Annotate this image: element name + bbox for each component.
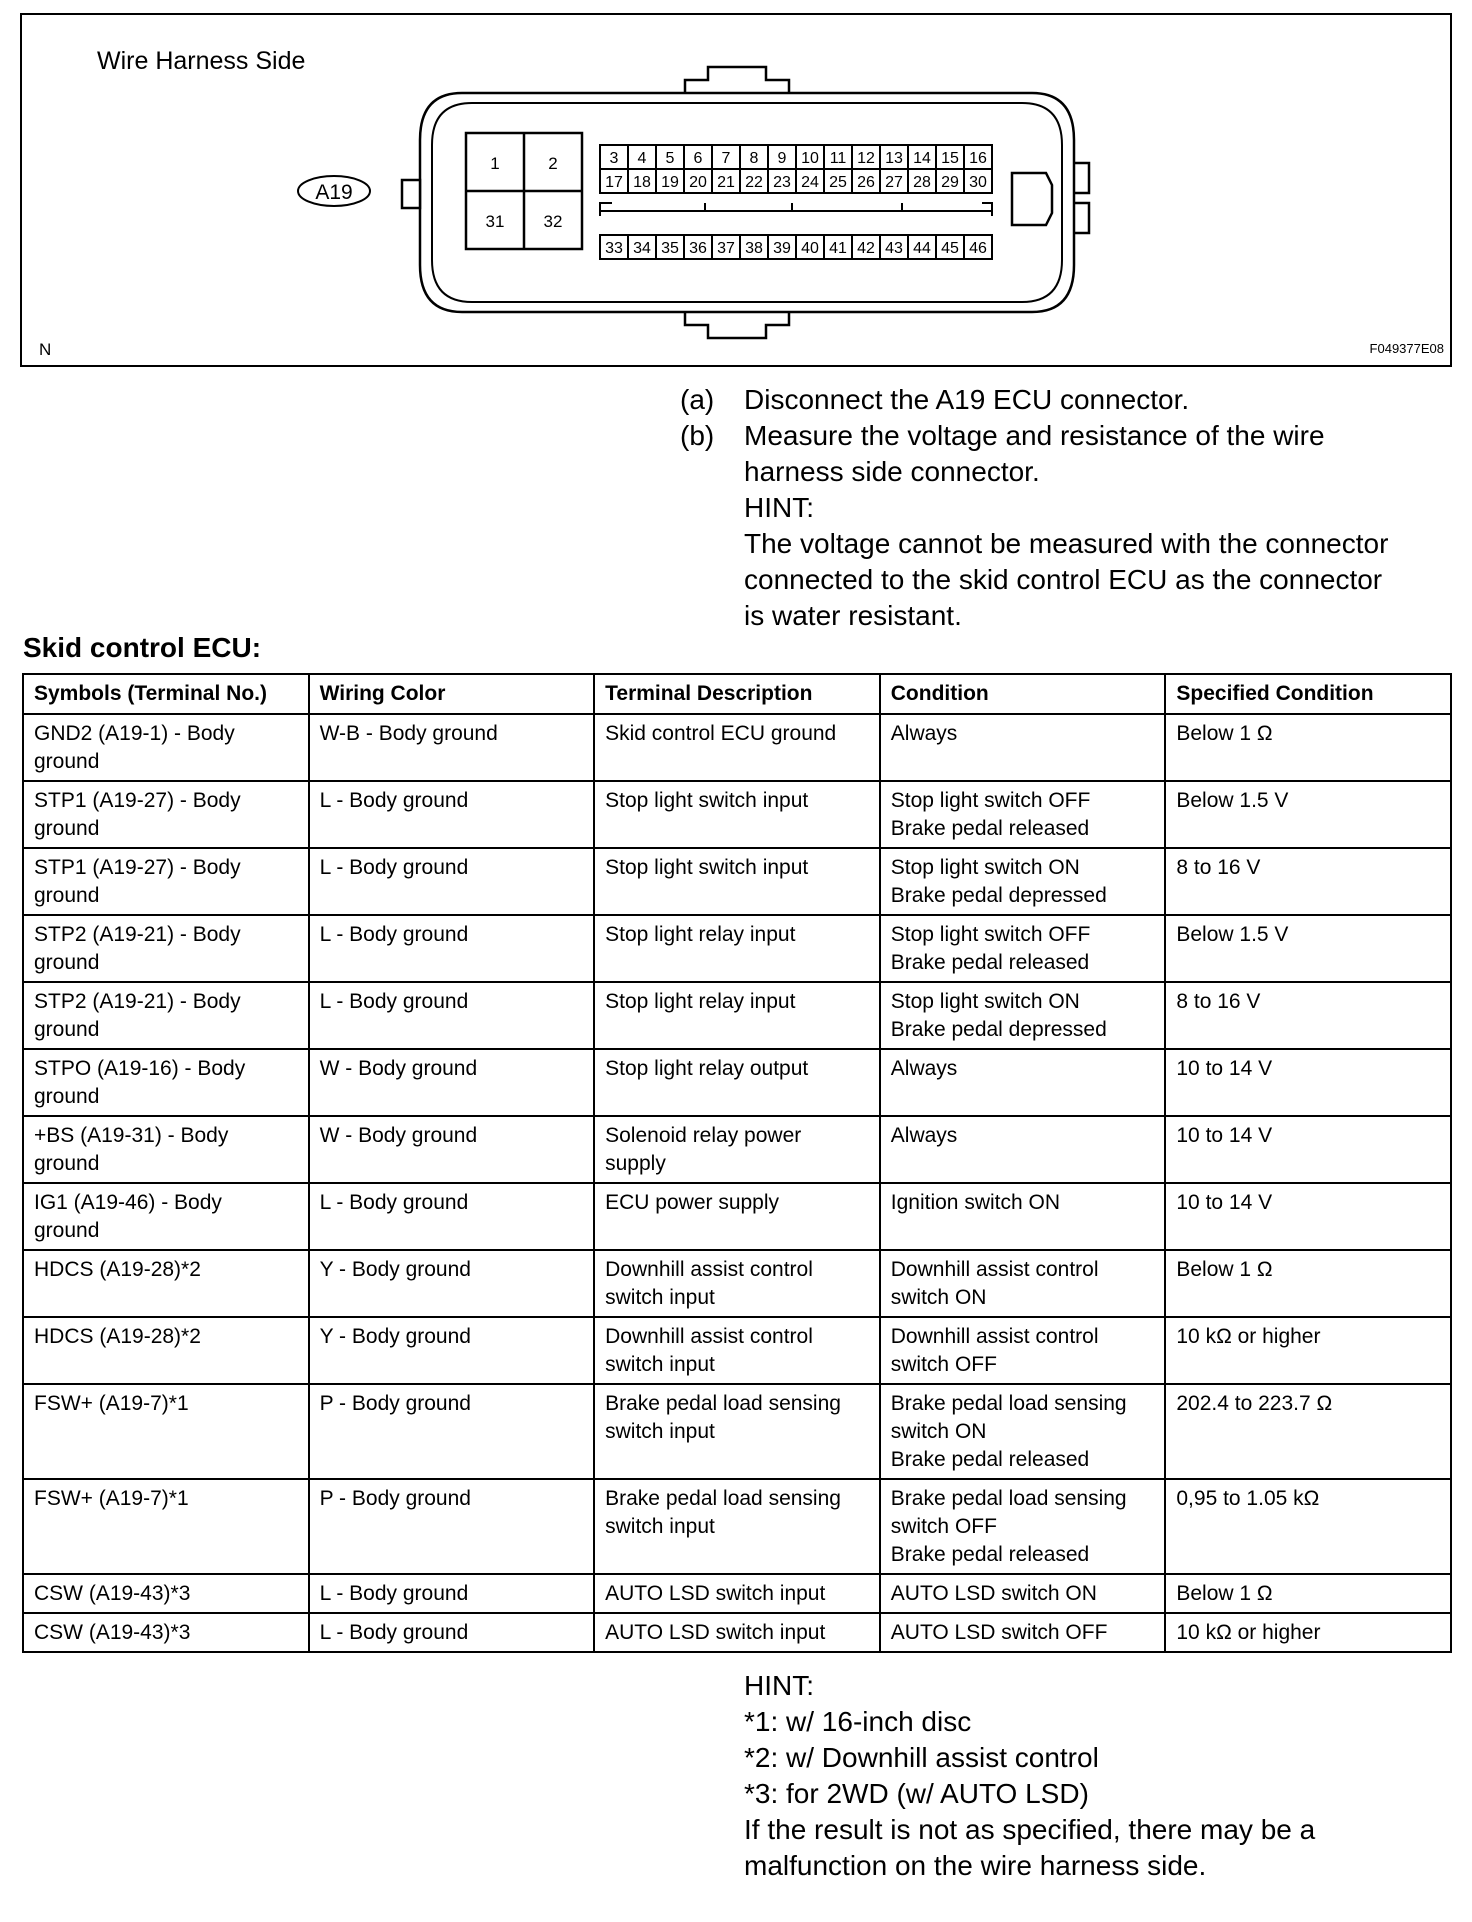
cell-terminal-description-line: Stop light relay input [605, 923, 796, 946]
pin-number: 26 [857, 174, 875, 191]
cell-terminal-description [594, 982, 880, 1049]
pin-number: 11 [829, 150, 847, 167]
table-row [23, 1049, 1451, 1116]
step-b-line: is water resistant. [744, 600, 962, 631]
cell-wiring-color: L - Body ground [309, 1613, 595, 1652]
hint-line: *2: w/ Downhill assist control [744, 1742, 1099, 1773]
cell-condition-line: Brake pedal depressed [890, 884, 1107, 907]
cell-condition [880, 781, 1166, 848]
table-row [23, 1479, 1451, 1574]
table-row [23, 1317, 1451, 1384]
table-row [23, 915, 1451, 982]
hint-line: *3: for 2WD (w/ AUTO LSD) [744, 1778, 1089, 1809]
cell-condition [880, 1317, 1166, 1384]
cell-condition-line: AUTO LSD switch ON [890, 1582, 1097, 1605]
pin-number: 21 [717, 174, 735, 191]
cell-condition [880, 1250, 1166, 1317]
pin-number: 12 [857, 150, 875, 167]
header-specified-condition: Specified Condition [1165, 674, 1451, 714]
step-b-line: The voltage cannot be measured with the connector [744, 528, 1389, 559]
cell-symbol-line: STP2 (A19-21) - Body [34, 923, 241, 946]
pin-number: 36 [689, 240, 707, 257]
cell-terminal-description-line: switch input [605, 1286, 715, 1309]
cell-symbol [23, 1250, 309, 1317]
table-row [23, 1574, 1451, 1613]
cell-condition-line: switch ON [890, 1420, 987, 1443]
cell-symbol-line: STP2 (A19-21) - Body [34, 990, 241, 1013]
cell-condition [880, 848, 1166, 915]
bottom-latch [685, 312, 789, 338]
cell-condition [880, 714, 1166, 781]
cell-wiring-color: P - Body ground [309, 1479, 595, 1574]
cell-terminal-description-line: AUTO LSD switch input [605, 1582, 826, 1605]
cell-terminal-description-line: AUTO LSD switch input [605, 1621, 826, 1644]
cell-symbol [23, 1613, 309, 1652]
pin-number: 19 [661, 174, 679, 191]
pin-number: 7 [721, 150, 731, 167]
cell-condition [880, 1116, 1166, 1183]
cell-terminal-description-line: Stop light switch input [605, 856, 809, 879]
left-key [402, 180, 420, 208]
pin-number: 45 [941, 240, 959, 257]
cell-terminal-description-line: Downhill assist control [605, 1258, 813, 1281]
cell-terminal-description-line: Solenoid relay power [605, 1124, 802, 1147]
header-condition: Condition [880, 674, 1166, 714]
small-pin-rows [600, 145, 992, 259]
header-symbols: Symbols (Terminal No.) [23, 674, 309, 714]
cell-condition-line: Brake pedal load sensing [890, 1487, 1127, 1510]
cell-symbol-line: GND2 (A19-1) - Body [34, 722, 235, 745]
pin-number: 4 [637, 150, 647, 167]
hint-line: malfunction on the wire harness side. [744, 1850, 1207, 1881]
cell-symbol [23, 1574, 309, 1613]
cell-wiring-color: Y - Body ground [309, 1317, 595, 1384]
cell-specified-condition: Below 1.5 V [1165, 915, 1451, 982]
cell-symbol-line: CSW (A19-43)*3 [34, 1621, 191, 1644]
pin-number: 33 [605, 240, 623, 257]
pin-number: 46 [969, 240, 987, 257]
pin-number: 43 [885, 240, 903, 257]
cell-terminal-description-line: Skid control ECU ground [605, 722, 837, 745]
cell-terminal-description-line: Stop light relay output [605, 1057, 809, 1080]
cell-specified-condition: 10 to 14 V [1165, 1116, 1451, 1183]
cell-condition-line: Downhill assist control [890, 1325, 1099, 1348]
pin-number: 44 [913, 240, 931, 257]
cell-specified-condition: Below 1 Ω [1165, 1250, 1451, 1317]
cell-symbol-line: STP1 (A19-27) - Body [34, 856, 241, 879]
cell-symbol-line: ground [34, 884, 100, 907]
cell-symbol-line: ground [34, 750, 100, 773]
cell-specified-condition: 10 to 14 V [1165, 1049, 1451, 1116]
cell-condition-line: Stop light switch ON [890, 856, 1080, 879]
hint-line: HINT: [744, 1670, 814, 1701]
step-b-label: (b) [680, 420, 715, 451]
cell-specified-condition: 202.4 to 223.7 Ω [1165, 1384, 1451, 1479]
cell-terminal-description [594, 1479, 880, 1574]
cell-wiring-color: P - Body ground [309, 1384, 595, 1479]
cell-wiring-color: L - Body ground [309, 982, 595, 1049]
cell-terminal-description [594, 1574, 880, 1613]
cell-terminal-description-line: switch input [605, 1420, 715, 1443]
cell-condition [880, 1479, 1166, 1574]
cell-symbol-line: ground [34, 1219, 100, 1242]
cell-symbol-line: ground [34, 951, 100, 974]
pin-number: 17 [605, 174, 623, 191]
cell-condition [880, 982, 1166, 1049]
cell-condition-line: Stop light switch ON [890, 990, 1080, 1013]
connector-figure [20, 13, 1452, 367]
cell-terminal-description-line: supply [605, 1152, 666, 1175]
cell-terminal-description-line: Brake pedal load sensing [605, 1487, 841, 1510]
pin-number: 30 [969, 174, 987, 191]
cell-symbol [23, 1317, 309, 1384]
cell-symbol-line: STP1 (A19-27) - Body [34, 789, 241, 812]
cell-symbol-line: STPO (A19-16) - Body [34, 1057, 246, 1080]
cell-symbol [23, 982, 309, 1049]
cell-terminal-description [594, 1250, 880, 1317]
cell-condition [880, 1613, 1166, 1652]
cell-wiring-color: L - Body ground [309, 781, 595, 848]
cell-condition-line: Downhill assist control [890, 1258, 1099, 1281]
cell-symbol-line: FSW+ (A19-7)*1 [34, 1392, 189, 1415]
cell-specified-condition: 0,95 to 1.05 kΩ [1165, 1479, 1451, 1574]
table-row [23, 1613, 1451, 1652]
step-a [680, 382, 1460, 418]
cell-terminal-description [594, 1613, 880, 1652]
pin-number: 23 [773, 174, 791, 191]
pin-number: 28 [913, 174, 931, 191]
pin-number: 10 [801, 150, 819, 167]
pin-number: 13 [885, 150, 903, 167]
hint-line: If the result is not as specified, there may be a [744, 1814, 1316, 1845]
cell-specified-condition: 10 to 14 V [1165, 1183, 1451, 1250]
cell-symbol-line: ground [34, 1018, 100, 1041]
step-a-label: (a) [680, 384, 715, 415]
cell-condition-line: Always [890, 1124, 958, 1147]
cell-condition [880, 1574, 1166, 1613]
cell-terminal-description [594, 1116, 880, 1183]
pin-number: 3 [609, 150, 619, 167]
cell-specified-condition: 8 to 16 V [1165, 848, 1451, 915]
pin-number: 39 [773, 240, 791, 257]
top-latch [685, 67, 789, 93]
cell-wiring-color: W - Body ground [309, 1049, 595, 1116]
pin-number: 34 [633, 240, 651, 257]
pin-number: 8 [749, 150, 759, 167]
cell-wiring-color: Y - Body ground [309, 1250, 595, 1317]
right-key [1012, 173, 1052, 225]
cell-condition-line: Brake pedal load sensing [890, 1392, 1127, 1415]
cell-terminal-description [594, 1317, 880, 1384]
cell-symbol-line: ground [34, 817, 100, 840]
table-row [23, 1116, 1451, 1183]
cell-symbol [23, 1183, 309, 1250]
cell-symbol-line: FSW+ (A19-7)*1 [34, 1487, 189, 1510]
table-row [23, 714, 1451, 781]
pin-number: 9 [777, 150, 787, 167]
cell-terminal-description-line: Stop light switch input [605, 789, 809, 812]
step-a-text: Disconnect the A19 ECU connector. [744, 384, 1190, 415]
pin-number: 15 [941, 150, 959, 167]
cell-terminal-description [594, 1183, 880, 1250]
cell-symbol-line: ground [34, 1085, 100, 1108]
cell-terminal-description [594, 714, 880, 781]
table-body [23, 714, 1451, 1652]
pin-number: 42 [857, 240, 875, 257]
cell-condition-line: switch OFF [890, 1353, 997, 1376]
pin-number: 18 [633, 174, 651, 191]
step-b-line: Measure the voltage and resistance of the wire [744, 420, 1325, 451]
cell-condition-line: Brake pedal depressed [890, 1018, 1107, 1041]
cell-symbol-line: HDCS (A19-28)*2 [34, 1258, 201, 1281]
cell-symbol [23, 1384, 309, 1479]
cell-symbol [23, 714, 309, 781]
cell-symbol-line: ground [34, 1152, 100, 1175]
cell-condition-line: Always [890, 722, 958, 745]
cell-condition-line: Always [890, 1057, 958, 1080]
pin-number: 37 [717, 240, 735, 257]
cell-wiring-color: L - Body ground [309, 1574, 595, 1613]
connector-label: A19 [315, 181, 353, 204]
cell-symbol [23, 915, 309, 982]
cell-wiring-color: W-B - Body ground [309, 714, 595, 781]
table-row [23, 781, 1451, 848]
cell-terminal-description-line: switch input [605, 1353, 715, 1376]
cell-condition-line: switch ON [890, 1286, 987, 1309]
pin-number: 20 [689, 174, 707, 191]
table-row [23, 848, 1451, 915]
cell-wiring-color: L - Body ground [309, 1183, 595, 1250]
pin-number: 5 [665, 150, 675, 167]
figure-code: F049377E08 [1369, 341, 1444, 356]
right-tabs [1074, 163, 1089, 233]
pin-32: 32 [543, 212, 563, 231]
table-row [23, 1183, 1451, 1250]
cell-symbol [23, 781, 309, 848]
cell-terminal-description-line: switch input [605, 1515, 715, 1538]
figure-title: Wire Harness Side [97, 47, 306, 75]
step-b-line: connected to the skid control ECU as the connector [744, 564, 1383, 595]
cell-symbol-line: IG1 (A19-46) - Body [34, 1191, 222, 1214]
cell-condition-line: Brake pedal released [890, 951, 1090, 974]
table-row [23, 1384, 1451, 1479]
cell-specified-condition: Below 1.5 V [1165, 781, 1451, 848]
pin-number: 35 [661, 240, 679, 257]
cell-condition [880, 1049, 1166, 1116]
cell-terminal-description-line: Stop light relay input [605, 990, 796, 1013]
cell-specified-condition: Below 1 Ω [1165, 714, 1451, 781]
pin-number: 27 [885, 174, 903, 191]
cell-condition [880, 915, 1166, 982]
cell-symbol [23, 848, 309, 915]
cell-symbol [23, 1049, 309, 1116]
pin-number: 6 [693, 150, 703, 167]
cell-symbol-line: +BS (A19-31) - Body [34, 1124, 229, 1147]
connector-outer-shell [420, 93, 1074, 312]
pin-number: 16 [969, 150, 987, 167]
header-wiring-color: Wiring Color [309, 674, 595, 714]
cell-symbol-line: HDCS (A19-28)*2 [34, 1325, 201, 1348]
step-b-line: HINT: [744, 492, 814, 523]
step-b-line: harness side connector. [744, 456, 1040, 487]
pin-1: 1 [490, 154, 500, 173]
table-row [23, 1250, 1451, 1317]
pin-key-line [600, 203, 992, 216]
cell-condition [880, 1183, 1166, 1250]
section-title: Skid control ECU: [23, 632, 262, 663]
table-row [23, 982, 1451, 1049]
procedure-steps [680, 382, 1460, 634]
step-b-text [744, 418, 1460, 634]
cell-symbol [23, 1479, 309, 1574]
cell-condition-line: Brake pedal released [890, 1543, 1090, 1566]
cell-condition-line: Ignition switch ON [890, 1191, 1060, 1214]
cell-terminal-description-line: Downhill assist control [605, 1325, 813, 1348]
cell-symbol-line: CSW (A19-43)*3 [34, 1582, 191, 1605]
cell-terminal-description-line: ECU power supply [605, 1191, 780, 1214]
pin-number: 24 [801, 174, 819, 191]
pin-number: 38 [745, 240, 763, 257]
table-header-row [23, 674, 1451, 714]
pin-2: 2 [548, 154, 558, 173]
hint-line: *1: w/ 16-inch disc [744, 1706, 972, 1737]
cell-terminal-description-line: Brake pedal load sensing [605, 1392, 841, 1415]
pin-number: 40 [801, 240, 819, 257]
pin-number: 41 [829, 240, 847, 257]
cell-condition [880, 1384, 1166, 1479]
cell-wiring-color: W - Body ground [309, 1116, 595, 1183]
cell-specified-condition: 8 to 16 V [1165, 982, 1451, 1049]
header-terminal-description: Terminal Description [594, 674, 880, 714]
cell-symbol [23, 1116, 309, 1183]
cell-specified-condition: 10 kΩ or higher [1165, 1613, 1451, 1652]
cell-condition-line: Stop light switch OFF [890, 789, 1091, 812]
pin-31: 31 [485, 212, 505, 231]
cell-terminal-description [594, 1049, 880, 1116]
step-b [680, 418, 1460, 634]
cell-terminal-description [594, 848, 880, 915]
pin-number: 14 [913, 150, 931, 167]
cell-specified-condition: Below 1 Ω [1165, 1574, 1451, 1613]
cell-condition-line: switch OFF [890, 1515, 997, 1538]
cell-terminal-description [594, 781, 880, 848]
cell-wiring-color: L - Body ground [309, 915, 595, 982]
pin-number: 22 [745, 174, 763, 191]
footer-hints [744, 1668, 1454, 1884]
cell-condition-line: Stop light switch OFF [890, 923, 1091, 946]
corner-label: N [39, 340, 52, 359]
spec-table [22, 673, 1452, 1653]
cell-terminal-description [594, 915, 880, 982]
cell-condition-line: Brake pedal released [890, 817, 1090, 840]
pin-number: 29 [941, 174, 959, 191]
cell-condition-line: Brake pedal released [890, 1448, 1090, 1471]
cell-specified-condition: 10 kΩ or higher [1165, 1317, 1451, 1384]
cell-wiring-color: L - Body ground [309, 848, 595, 915]
cell-condition-line: AUTO LSD switch OFF [890, 1621, 1108, 1644]
pin-number: 25 [829, 174, 847, 191]
cell-terminal-description [594, 1384, 880, 1479]
